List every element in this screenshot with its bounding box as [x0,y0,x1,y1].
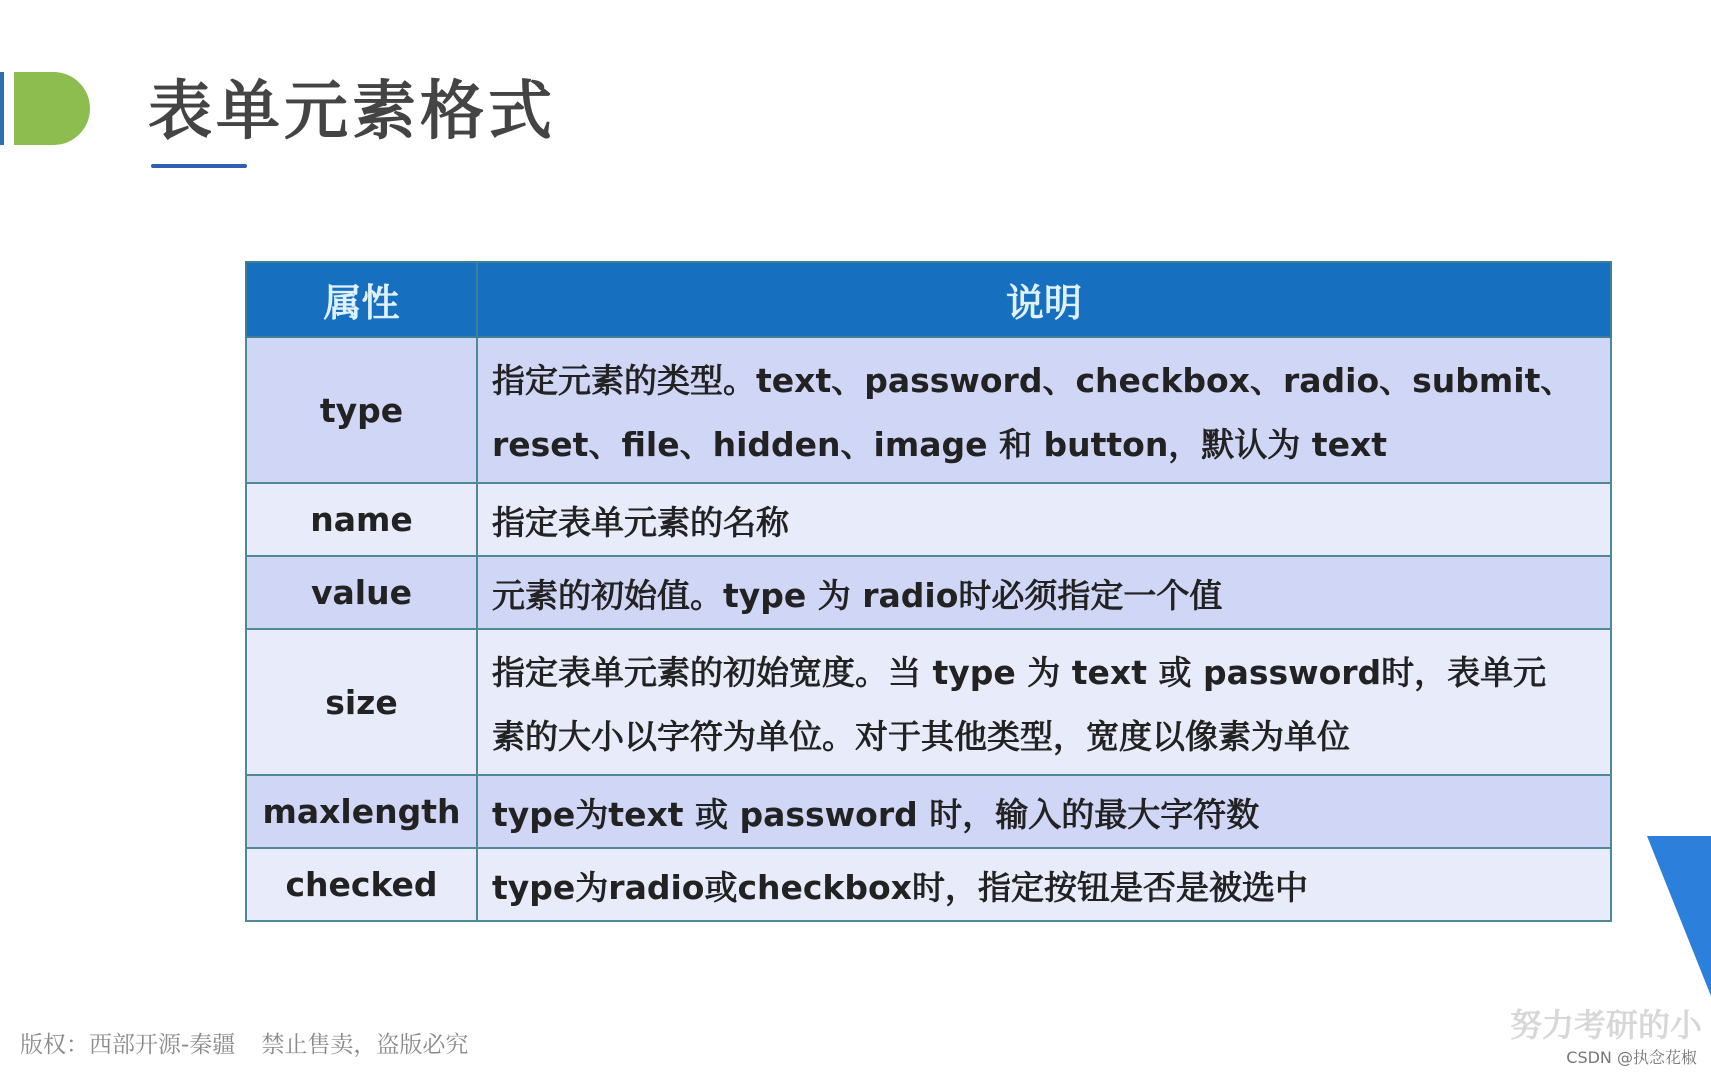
table-row [246,556,1611,629]
copyright-notice [20,1026,468,1059]
description-cell [477,775,1611,848]
piracy-notice: 禁止售卖，盗版必究 [261,1032,469,1058]
description-line: reset、file、hidden、image 和 button，默认为 text [492,425,1388,464]
table-row [246,848,1611,921]
table-row [246,775,1611,848]
description-line: type为radio或checkbox时，指定按钮是否是被选中 [492,867,1308,907]
attribute-cell: checked [246,848,477,921]
csdn-watermark: CSDN @执念花椒 [1566,1048,1697,1067]
attribute-cell: value [246,556,477,629]
table-row [246,337,1611,483]
description-cell [477,483,1611,556]
attribute-cell: name [246,483,477,556]
description-line: 元素的初始值。type 为 radio时必须指定一个值 [492,575,1223,615]
description-cell [477,556,1611,629]
description-cell [477,848,1611,921]
header-attribute: 属性 [246,262,477,337]
description-cell [477,629,1611,775]
attribute-cell: type [246,337,477,483]
header-description: 说明 [477,262,1611,337]
description-line: 指定表单元素的名称 [492,502,789,542]
description-line: type为text 或 password 时，输入的最大字符数 [492,794,1260,834]
description-line: 指定表单元素的初始宽度。当 type 为 text 或 password时，表单元 [492,653,1547,692]
watermark: 努力考研的小 [1510,1006,1703,1044]
table-header-row [246,262,1611,337]
attribute-table [245,261,1610,919]
table-row [246,483,1611,556]
title-underline [151,164,247,168]
attribute-cell: size [246,629,477,775]
description-cell [477,337,1611,483]
table-row [246,629,1611,775]
page-title: 表单元素格式 [148,75,556,149]
description-line: 素的大小以字符为单位。对于其他类型，宽度以像素为单位 [492,717,1350,756]
description-line: 指定元素的类型。text、password、checkbox、radio、submit、 [492,361,1574,400]
attribute-cell: maxlength [246,775,477,848]
copyright-text: 版权：西部开源-秦疆 [20,1032,236,1058]
corner-decoration [1647,836,1711,996]
title-decoration [14,72,90,145]
accent-bar [0,72,4,145]
